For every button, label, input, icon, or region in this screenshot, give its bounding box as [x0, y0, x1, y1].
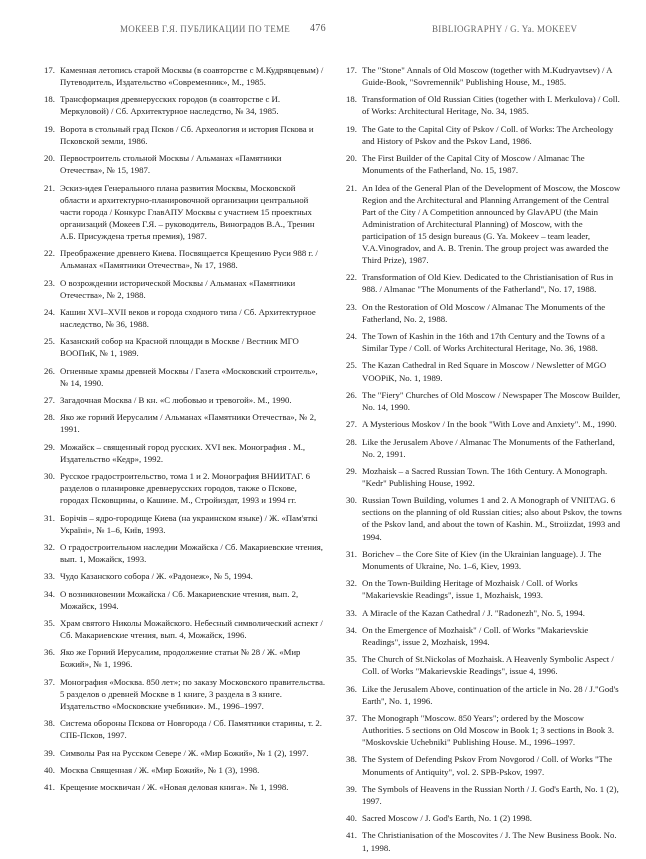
bibliography-entry	[346, 812, 622, 824]
entry-number: 41.	[44, 782, 55, 793]
entry-number: 36.	[346, 683, 357, 694]
bibliography-entry	[44, 717, 326, 741]
entry-text: Чудо Казанского собора / Ж. «Радонеж», № 5, 1994.	[60, 571, 253, 582]
entry-text: Преображение древнего Киева. Посвящается Крещению Руси 988 г. / Альманах «Памятники Отечества», № 17, 1988.	[60, 248, 318, 271]
entry-number: 27.	[346, 419, 357, 430]
entry-number: 28.	[44, 412, 55, 423]
entry-text: Sacred Moscow / J. God's Earth, No. 1 (2) 1998.	[362, 813, 532, 824]
entry-number: 29.	[44, 441, 55, 452]
page-number: 476	[310, 23, 326, 34]
entry-number: 18.	[346, 94, 357, 105]
entry-text: The First Builder of the Capital City of Moscow / Almanac The Monuments of the Fatherland, No. 15, 1987.	[362, 153, 585, 176]
entry-text: О возрождении исторической Москвы / Альманах «Памятники Отечества», № 2, 1988.	[60, 277, 296, 300]
entry-number: 18.	[44, 94, 55, 105]
entry-text: О градостроительном наследии Можайска / Сб. Макариевские чтения, вып. 1, Можайск, 1993.	[60, 541, 323, 564]
entry-number: 31.	[44, 512, 55, 523]
entry-number: 17.	[346, 65, 357, 75]
bibliography-entry	[346, 359, 622, 383]
bibliography-entry	[346, 577, 622, 601]
entry-number: 21.	[346, 182, 357, 193]
entry-text: Огненные храмы древней Москвы / Газета «Московский строитель», № 14, 1990.	[60, 365, 318, 388]
bibliography-entry	[346, 783, 622, 807]
bibliography-entry	[346, 624, 622, 648]
entry-number: 37.	[44, 676, 55, 687]
bibliography-entry	[346, 152, 622, 176]
entry-number: 23.	[44, 277, 55, 288]
entry-number: 17.	[44, 65, 55, 75]
entry-number: 41.	[346, 830, 357, 841]
entry-text: Эскиз-идея Генерального плана развития Москвы, Московской области и архитектурно-планировочной организации центральной части города / Конкурс ГлавАПУ Москвы с участием 15 проектных организаций (Мокеев Г.Я. – руководитель, Виноградов В.А., Тренин А.Б. Присуждена третья премия), 1987.	[60, 182, 315, 241]
bibliography-entry	[44, 781, 326, 793]
bibliography-entry	[44, 365, 326, 389]
entry-number: 20.	[44, 153, 55, 164]
entry-text: Яко же Горний Иерусалим, продолжение статьи № 28 / Ж. «Мир Божий», № 1, 1996.	[60, 647, 301, 670]
bibliography-entry	[44, 335, 326, 359]
entry-text: On the Restoration of Old Moscow / Almanac The Monuments of the Fatherland, No. 2, 1988.	[362, 301, 606, 324]
bibliography-entry	[44, 441, 326, 465]
entry-text: The Monograph "Moscow. 850 Years"; ordered by the Moscow Authorities. 5 sections on Old Moscow in Book 1; 3 sections in Book 3. "Moskovskie Uchebniki" Publishing House. M., 1996–1997.	[362, 712, 615, 748]
entry-number: 40.	[44, 764, 55, 775]
entry-number: 27.	[44, 395, 55, 406]
entry-text: The Christianisation of the Moscovites / J. The New Business Book. No. 1, 1998.	[362, 830, 617, 853]
entry-text: Загадочная Москва / В кн. «С любовью и тревогой». М., 1990.	[60, 395, 292, 406]
bibliography-entry	[346, 494, 622, 542]
entry-text: An Idea of the General Plan of the Development of Moscow, the Moscow Region and the Architectural and Planning Arrangement of the Central Part of the City / A Competition announced by GlavAPU (the Main Administration of Architectural Planning) of Moscow, with the participation of 15 design bureaus (G. Ya. Mokeev – team leader, V.A.Vinogradov, and A. B. Trenin. The group project was awarded the Third Prize), 1987.	[362, 182, 621, 266]
bibliography-entry	[346, 418, 622, 430]
russian-bibliography-column	[44, 64, 326, 798]
entry-number: 34.	[346, 624, 357, 635]
entry-number: 25.	[44, 336, 55, 347]
entry-text: Like the Jerusalem Above, continuation of the article in No. 28 / J."God's Earth", No. 1, 1996.	[362, 683, 619, 706]
entry-number: 39.	[346, 783, 357, 794]
entry-number: 35.	[346, 654, 357, 665]
bibliography-entry	[346, 712, 622, 748]
entry-text: The "Stone" Annals of Old Moscow (together with M.Kudryavtsev) / A Guide-Book, "Sovremennik" Publishing House, M., 1985.	[362, 65, 612, 88]
entry-text: Mozhaisk – a Sacred Russian Town. The 16th Century. A Monograph. "Kedr" Publishing House, 1992.	[362, 465, 608, 488]
entry-number: 30.	[44, 471, 55, 482]
entry-number: 36.	[44, 647, 55, 658]
bibliography-entry	[44, 152, 326, 176]
entry-text: The Town of Kashin in the 16th and 17th Century and the Towns of a Similar Type / Coll. of Works Architectural Heritage, No. 36, 1988.	[362, 331, 605, 354]
entry-text: The Church of St.Nickolas of Mozhaisk. A Heavenly Symbolic Aspect / Coll. of Works "Makarievskie Readings", issue 4, 1996.	[362, 654, 614, 677]
bibliography-entry	[346, 683, 622, 707]
entry-number: 19.	[44, 123, 55, 134]
entry-number: 30.	[346, 495, 357, 506]
entry-text: On the Emergence of Mozhaisk" / Coll. of Works "Makarievskie Readings", issue 2, Mozhaisk, 1994.	[362, 624, 589, 647]
entry-text: Ворота в стольный град Псков / Сб. Археология и история Пскова и Псковской земли, 1986.	[60, 123, 314, 146]
entry-number: 33.	[346, 607, 357, 618]
bibliography-entry	[346, 653, 622, 677]
bibliography-entry	[44, 646, 326, 670]
entry-text: Можайск – священный город русских. XVI век. Монография . М., Издательство «Кедр», 1992.	[60, 441, 306, 464]
entry-text: Символы Рая на Русском Севере / Ж. «Мир Божий», № 1 (2), 1997.	[60, 747, 309, 758]
bibliography-entry	[44, 588, 326, 612]
bibliography-entry	[346, 64, 622, 88]
entry-text: Яко же горний Иерусалим / Альманах «Памятники Отечества», № 2, 1991.	[60, 412, 317, 435]
entry-number: 24.	[44, 306, 55, 317]
entry-number: 38.	[346, 754, 357, 765]
entry-number: 29.	[346, 465, 357, 476]
bibliography-entry	[346, 389, 622, 413]
entry-number: 28.	[346, 436, 357, 447]
bibliography-entry	[346, 829, 622, 853]
entry-number: 33.	[44, 571, 55, 582]
bibliography-entry	[346, 436, 622, 460]
entry-text: Transformation of Old Russian Cities (together with I. Merkulova) / Coll. of Works: Architectural Heritage, No. 34, 1985.	[362, 94, 620, 117]
entry-text: Transformation of Old Kiev. Dedicated to the Christianisation of Rus in 988. / Almanac "The Monuments of the Fatherland", No. 17, 1988.	[362, 272, 614, 295]
entry-number: 31.	[346, 548, 357, 559]
entry-number: 34.	[44, 588, 55, 599]
bibliography-entry	[44, 764, 326, 776]
entry-text: Кашин XVI–XVII веков и города сходного типа / Сб. Архитектурное наследство, № 36, 1988.	[60, 306, 316, 329]
entry-text: Русское градостроительство, тома 1 и 2. Монография ВНИИТАГ. 6 разделов о планировке древнерусских городов, также о Пскове, городах Псковщины, о Кашине. М., Стройиздат, 1993 и 1994 гг.	[60, 471, 310, 506]
bibliography-entry	[44, 676, 326, 712]
english-bibliography-column	[346, 64, 622, 859]
entry-text: The "Fiery" Churches of Old Moscow / Newspaper The Moscow Builder, No. 14, 1990.	[362, 389, 621, 412]
entry-text: Трансформация древнерусских городов (в соавторстве с И. Меркуловой) / Сб. Архитектурное наследство, № 34, 1985.	[60, 94, 281, 117]
bibliography-entry	[44, 470, 326, 506]
entry-number: 22.	[44, 248, 55, 259]
entry-text: A Mysterious Moskov / In the book "With Love and Anxiety". M., 1990.	[362, 419, 617, 430]
entry-number: 25.	[346, 360, 357, 371]
bibliography-entry	[346, 607, 622, 619]
bibliography-entry	[44, 247, 326, 271]
entry-number: 40.	[346, 813, 357, 824]
bibliography-entry	[44, 64, 326, 88]
entry-text: Крещение москвичан / Ж. «Новая деловая книга». № 1, 1998.	[60, 782, 289, 793]
bibliography-entry	[346, 123, 622, 147]
bibliography-entry	[44, 541, 326, 565]
bibliography-entry	[44, 182, 326, 242]
entry-text: Borichev – the Core Site of Kiev (in the Ukrainian language). J. The Monuments of Ukraine, No. 1–6, Kiev, 1993.	[362, 548, 602, 571]
bibliography-entry	[44, 512, 326, 536]
entry-text: Russian Town Building, volumes 1 and 2. A Monograph of VNIITAG. 6 sections on the planning of old Russian cities; also about Pskov, the towns of the Pskov land, and about the town of Kashin. M., Stroiizdat, 1993 and 1994.	[362, 495, 622, 542]
bibliography-entry	[346, 182, 622, 267]
bibliography-entry	[44, 570, 326, 582]
entry-number: 22.	[346, 272, 357, 283]
entry-number: 37.	[346, 712, 357, 723]
bibliography-entry	[44, 617, 326, 641]
running-header	[0, 24, 646, 38]
bibliography-entry	[44, 411, 326, 435]
bibliography-entry	[346, 271, 622, 295]
entry-text: Каменная летопись старой Москвы (в соавторстве с М.Кудрявцевым) / Путеводитель, Издательство «Современник», М., 1985.	[60, 65, 324, 88]
entry-text: The Kazan Cathedral in Red Square in Moscow / Newsletter of MGO VOOPiK, No. 1, 1989.	[362, 360, 607, 383]
entry-text: Система обороны Пскова от Новгорода / Сб. Памятники старины, т. 2. СПБ-Псков, 1997.	[60, 718, 322, 741]
bibliography-entry	[346, 753, 622, 777]
bibliography-entry	[346, 548, 622, 572]
entry-text: Борiчiв – ядро-городище Киева (на украинском языке) / Ж. «Пам'яткi Україні», № 1–6, Київ, 1993.	[60, 512, 318, 535]
entry-text: A Miracle of the Kazan Cathedral / J. "Radonezh", No. 5, 1994.	[362, 607, 585, 618]
bibliography-entry	[346, 93, 622, 117]
entry-text: The System of Defending Pskov From Novgorod / Coll. of Works "The Monuments of Antiquity", vol. 2. SPB-Pskov, 1997.	[362, 754, 613, 777]
entry-number: 24.	[346, 331, 357, 342]
entry-number: 21.	[44, 182, 55, 193]
entry-number: 26.	[346, 389, 357, 400]
entry-text: Like the Jerusalem Above / Almanac The Monuments of the Fatherland, No. 2, 1991.	[362, 436, 615, 459]
bibliography-entry	[44, 123, 326, 147]
entry-text: Монография «Москва. 850 лет»; по заказу Московского правительства. 5 разделов о древней Москве в 1 книге, 3 раздела в 3 книге. Издательство «Московские учебники». М., 1996–1997.	[60, 676, 326, 711]
entry-text: The Gate to the Capital City of Pskov / Coll. of Works: The Archeology and History of Pskov and the Pskov Land, 1986.	[362, 123, 614, 146]
header-right-title: BIBLIOGRAPHY / G. Ya. MOKEEV	[432, 24, 578, 34]
entry-text: О возникновении Можайска / Сб. Макариевские чтения, вып. 2, Можайск, 1994.	[60, 588, 299, 611]
bibliography-entry	[44, 394, 326, 406]
entry-text: Москва Священная / Ж. «Мир Божий», № 1 (3), 1998.	[60, 764, 260, 775]
entry-number: 19.	[346, 123, 357, 134]
entry-number: 38.	[44, 718, 55, 729]
entry-number: 32.	[44, 541, 55, 552]
entry-text: Храм святого Николы Можайского. Небесный символический аспект / Сб. Макариевские чтения, вып. 4, Можайск, 1996.	[60, 617, 323, 641]
entry-number: 20.	[346, 153, 357, 164]
entry-text: On the Town-Building Heritage of Mozhaisk / Coll. of Works "Makarievskie Readings", issue 1, Mozhaisk, 1993.	[362, 578, 578, 601]
bibliography-entry	[44, 306, 326, 330]
entry-text: Казанский собор на Красной площади в Москве / Вестник МГО ВООПиК, № 1, 1989.	[60, 336, 299, 359]
entry-number: 39.	[44, 747, 55, 758]
bibliography-entry	[44, 277, 326, 301]
bibliography-entry	[346, 465, 622, 489]
bibliography-entry	[44, 93, 326, 117]
entry-number: 32.	[346, 578, 357, 589]
entry-number: 35.	[44, 617, 55, 628]
entry-text: Первостроитель стольной Москвы / Альманах «Памятники Отечества», № 15, 1987.	[60, 153, 282, 176]
bibliography-entry	[346, 301, 622, 325]
entry-number: 23.	[346, 301, 357, 312]
header-left-title: МОКЕЕВ Г.Я. ПУБЛИКАЦИИ ПО ТЕМЕ	[120, 24, 291, 34]
bibliography-entry	[346, 330, 622, 354]
entry-text: The Symbols of Heavens in the Russian North / J. God's Earth, No. 1 (2), 1997.	[362, 783, 619, 806]
entry-number: 26.	[44, 365, 55, 376]
bibliography-entry	[44, 747, 326, 759]
